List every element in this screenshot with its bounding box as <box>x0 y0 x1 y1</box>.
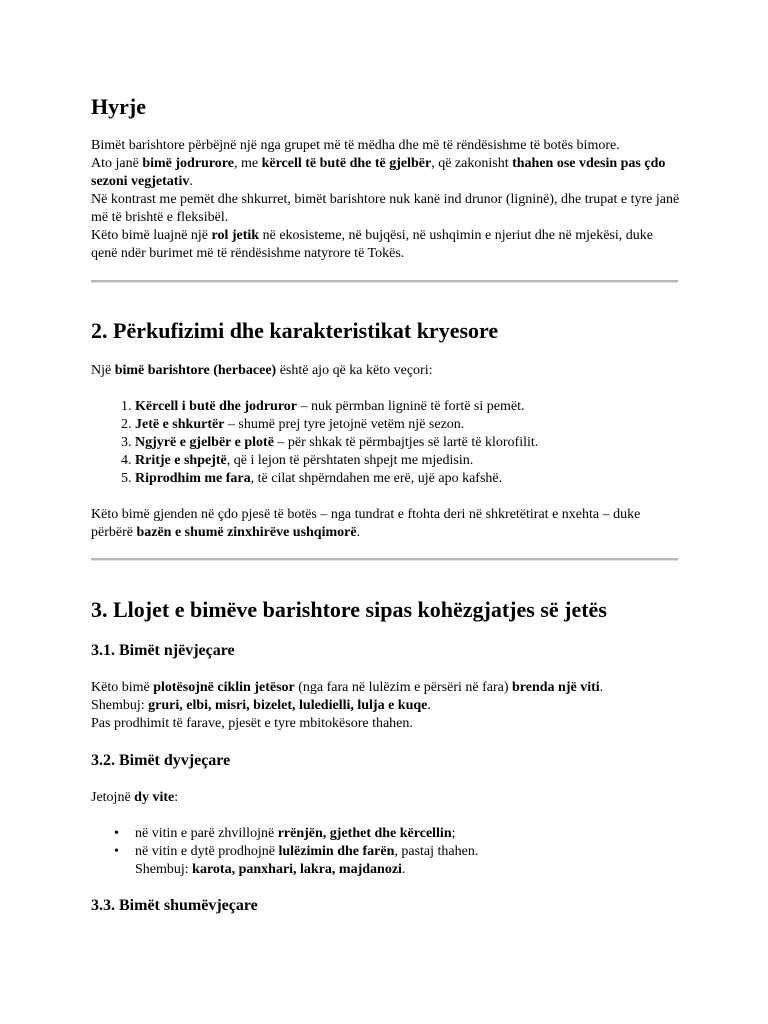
list-item: 1. Kërcell i butë dhe jodruror – nuk përmban ligninë të fortë si pemët. <box>135 398 681 416</box>
heading-section-3: 3. Llojet e bimëve barishtore sipas kohëzgjatjes së jetës <box>91 597 607 622</box>
horizontal-rule <box>91 280 678 283</box>
heading-3-2: 3.2. Bimët dyvjeçare <box>91 752 231 769</box>
heading-3-1: 3.1. Bimët njëvjeçare <box>91 642 235 659</box>
intro-line-1: Bimët barishtore përbëjnë një nga grupet më të mëdha dhe më të rëndësishme të botës bimore. <box>91 138 620 153</box>
heading-3-3: 3.3. Bimët shumëvjeçare <box>91 897 258 914</box>
intro-line-4: Këto bimë luajnë një rol jetik në ekosisteme, në bujqësi, në ushqimin e njeriut dhe në mjekësi, duke qenë ndër burimet më të rëndësishme natyrore të Tokës. <box>91 228 653 261</box>
list-item: 2. Jetë e shkurtër – shumë prej tyre jetojnë vetëm një sezon. <box>135 416 681 434</box>
list-item: 3. Ngjyrë e gjelbër e plotë – për shkak të përmbajtjes së lartë të klorofilit. <box>135 434 681 452</box>
list-item: 5. Riprodhim me fara, të cilat shpërndahen me erë, ujë apo kafshë. <box>135 470 681 488</box>
characteristics-list <box>91 398 681 488</box>
list-item: • në vitin e parë zhvillojnë rrënjën, gjethet dhe kërcellin; <box>114 826 456 841</box>
bullet-icon: • <box>114 844 119 859</box>
biennial-plants-intro: Jetojnë dy vite: <box>91 790 179 805</box>
horizontal-rule <box>91 558 678 561</box>
bullet-icon: • <box>114 826 119 841</box>
heading-section-2: 2. Përkufizimi dhe karakteristikat kryesore <box>91 318 499 343</box>
biennial-bullet-list <box>91 825 681 879</box>
list-item: • në vitin e dytë prodhojnë lulëzimin dhe farën, pastaj thahen. Shembuj: karota, panxhari, lakra, majdanozi. <box>114 844 479 877</box>
intro-line-3: Në kontrast me pemët dhe shkurret, bimët barishtore nuk kanë ind drunor (ligninë), dhe trupat e tyre janë më të brishtë e fleksibël. <box>91 192 680 225</box>
intro-line-2: Ato janë bimë jodrurore, me kërcell të butë dhe të gjelbër, që zakonisht thahen ose vdesin pas çdo sezoni vegjetativ. <box>91 156 666 189</box>
annual-plants-paragraph: Këto bimë plotësojnë ciklin jetësor (nga fara në lulëzim e përsëri në fara) brenda një viti. Shembuj: gruri, elbi, misri, bizelet, luledielli, lulja e kuqe. Pas prodhimit të farave, pjesët e tyre mbitokësore thahen. <box>91 680 604 731</box>
list-item: 4. Rritje e shpejtë, që i lejon të përshtaten shpejt me mjedisin. <box>135 452 681 470</box>
section2-intro: Një bimë barishtore (herbacee) është ajo që ka këto veçori: <box>91 363 433 378</box>
section2-outro: Këto bimë gjenden në çdo pjesë të botës – nga tundrat e ftohta deri në shkretëtirat e nxehta – duke përbërë bazën e shumë zinxhirëve ushqimorë. <box>91 507 641 540</box>
heading-hyrje: Hyrje <box>91 94 146 119</box>
intro-paragraph <box>91 137 681 263</box>
